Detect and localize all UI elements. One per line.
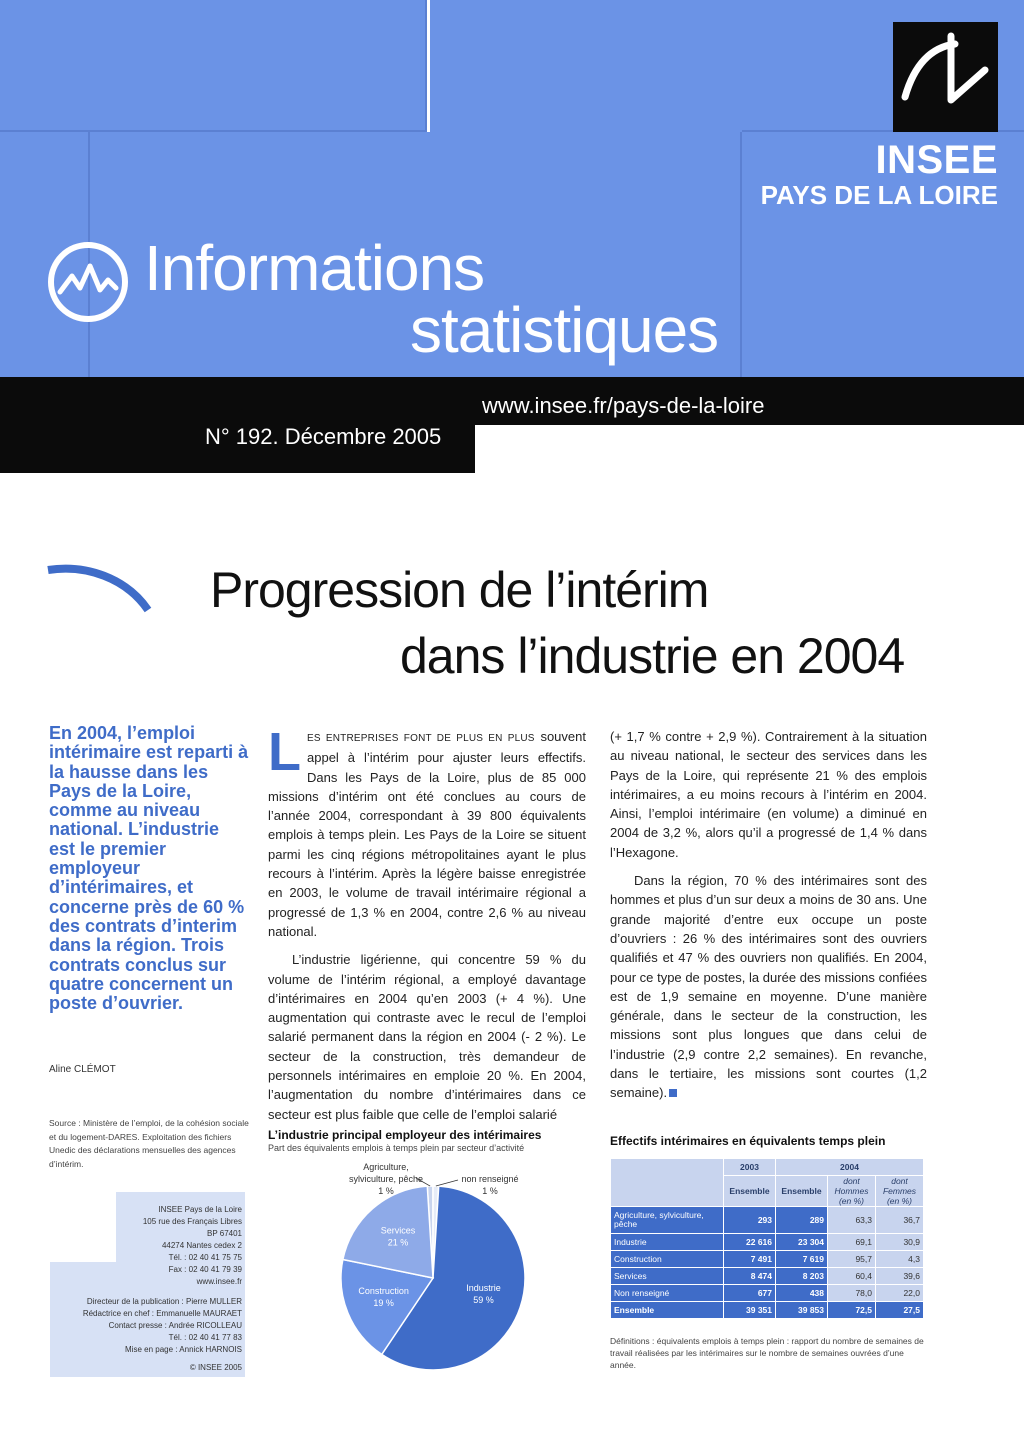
header-seam xyxy=(425,0,427,132)
table-cell: 22 616 xyxy=(724,1234,776,1251)
row-label: Ensemble xyxy=(611,1302,724,1319)
pie-label: 59 % xyxy=(473,1295,494,1306)
table-title: Effectifs intérimaires en équivalents temps plein xyxy=(610,1134,886,1148)
end-mark-icon xyxy=(669,1089,677,1097)
publication-title-line1: Informations xyxy=(144,232,485,304)
table-cell: 8 474 xyxy=(724,1268,776,1285)
dropcap: L xyxy=(268,722,301,782)
pie-label: Industrie xyxy=(466,1283,501,1294)
pie-label: Agriculture, xyxy=(363,1162,409,1172)
article-column xyxy=(610,727,927,1112)
table-cell: 27,5 xyxy=(876,1302,924,1319)
address-line: www.insee.fr xyxy=(196,1277,242,1286)
table-cell: 95,7 xyxy=(828,1251,876,1268)
table-cell: 8 203 xyxy=(776,1268,828,1285)
address-line: Fax : 02 40 41 79 39 xyxy=(168,1265,242,1274)
table-row xyxy=(611,1268,924,1285)
pie-label: 1 % xyxy=(378,1186,394,1196)
table-cell: 4,3 xyxy=(876,1251,924,1268)
table-corner xyxy=(611,1159,724,1207)
header-seam xyxy=(0,130,425,132)
table-cell: 23 304 xyxy=(776,1234,828,1251)
brand-name: INSEE xyxy=(875,138,998,182)
table-row xyxy=(611,1251,924,1268)
pie-label: sylviculture, pêche xyxy=(348,1174,424,1184)
header-block xyxy=(0,0,425,132)
row-label: Services xyxy=(611,1268,724,1285)
credit-line: Mise en page : Annick HARNOIS xyxy=(125,1345,242,1354)
data-table xyxy=(610,1158,924,1319)
table-cell: 39 853 xyxy=(776,1302,828,1319)
insee-logo-icon xyxy=(893,22,998,132)
address-line: BP 67401 xyxy=(207,1229,242,1238)
address-line: 105 rue des Français Libres xyxy=(142,1217,242,1226)
paragraph-text: souvent appel à l’intérim pour ajuster leurs effectifs. Dans les Pays de la Loire, plus de 85 000 missions d’intérim ont été conclues au cours de l’année 2004, correspondant à 39 800 équivalents emplois à temps plein. Les Pays de la Loire se situent parmi les cinq régions métropolitaines ayant le plus recours à l’intérim. Après la légère baisse enregistrée en 2003, le volume de travail intérimaire régional a progressé de 1,3 % en 2004, contre 2,6 % au niveau national. xyxy=(268,729,586,939)
article-title: Progression de l’intérim xyxy=(210,562,709,618)
pie-label: Construction xyxy=(358,1286,409,1297)
table-cell: 293 xyxy=(724,1207,776,1234)
pie-leader-line xyxy=(436,1180,458,1186)
region-name: PAYS DE LA LOIRE xyxy=(760,180,998,210)
paragraph-continued: (+ 1,7 % contre + 2,9 %). Contrairement à la situation au niveau national, le secteur des services dans les Pays de la Loire, qui représente 21 % des emplois intérimaires, a eu moins recours à l’intérim en 2004. Ainsi, l’emploi intérimaire (en volume) a diminué en 2004 de 3,2 %, alors qu’il a progressé de 1,4 % dans l’Hexagone. xyxy=(610,729,927,860)
pie-label: Services xyxy=(380,1225,416,1236)
pie-label: 19 % xyxy=(373,1298,394,1309)
pie-chart xyxy=(268,1158,588,1380)
column-header: dont Hommes (en %) xyxy=(828,1176,876,1207)
chart-subtitle: Part des équivalents emplois à temps plein par secteur d’activité xyxy=(268,1143,525,1153)
table-row xyxy=(611,1234,924,1251)
row-label: Construction xyxy=(611,1251,724,1268)
arc-icon xyxy=(46,556,156,620)
table-total-row xyxy=(611,1302,924,1319)
header-seam xyxy=(740,132,742,377)
credit-line: Directeur de la publication : Pierre MULLER xyxy=(86,1297,242,1306)
table-definitions: Définitions : équivalents emplois à temps plein : rapport du nombre de semaines de travail réalisées par les intérimaires sur le nombre de semaines ouvrées d’une année. xyxy=(610,1336,924,1370)
address-line: Tél. : 02 40 41 75 75 xyxy=(168,1253,242,1262)
table-cell: 7 619 xyxy=(776,1251,828,1268)
table-header-row xyxy=(611,1159,924,1176)
table-cell: 289 xyxy=(776,1207,828,1234)
chart-title: L’industrie principal employeur des intérimaires xyxy=(268,1128,542,1142)
source-note: Source : Ministère de l’emploi, de la cohésion sociale et du logement-DARES. Exploitation des fichiers Unedic des déclarations mensuelles des agences d’intérim. xyxy=(49,1118,249,1169)
wave-circle-icon xyxy=(46,240,130,324)
lead-summary: En 2004, l’emploi intérimaire est reparti à la hausse dans les Pays de la Loire, comme au niveau national. L’industrie est le premier employeur d’intérimaires, et concerne près de 60 % des contrats d’interim dans la région. Trois contrats conclus sur quatre concernent un poste d’ouvrier. xyxy=(49,723,249,1014)
column-header: dont Femmes (en %) xyxy=(876,1176,924,1207)
row-label: Agriculture, sylviculture, pêche xyxy=(611,1207,724,1234)
paragraph xyxy=(610,871,927,1103)
article-column xyxy=(268,722,586,1133)
paragraph: L’industrie ligérienne, qui concentre 59 % du volume de l’intérim régional, a employé davantage d’intérimaires en 2004 qu’en 2003 (+ 4 %). Une augmentation qui contraste avec le recul de l’emploi salarié permanent dans la région en 2004 (- 2 %). Le secteur de la construction, très demandeur de personnels intérimaires en emploie 20 %. En 2004, l’augmentation du nombre d’intérimaires dans ce secteur est plus faible que celle de l’emploi salarié xyxy=(268,952,586,1122)
column-header: Ensemble xyxy=(724,1176,776,1207)
pie-label: non renseigné xyxy=(461,1174,519,1184)
table-cell: 7 491 xyxy=(724,1251,776,1268)
table-cell: 30,9 xyxy=(876,1234,924,1251)
table-row xyxy=(611,1285,924,1302)
table-cell: 69,1 xyxy=(828,1234,876,1251)
table-cell: 677 xyxy=(724,1285,776,1302)
paragraph xyxy=(268,722,586,941)
table-cell: 39 351 xyxy=(724,1302,776,1319)
table-cell: 72,5 xyxy=(828,1302,876,1319)
table-cell: 438 xyxy=(776,1285,828,1302)
copyright: © INSEE 2005 xyxy=(189,1363,242,1372)
row-label: Industrie xyxy=(611,1234,724,1251)
row-label: Non renseigné xyxy=(611,1285,724,1302)
address-box-corner xyxy=(50,1192,116,1262)
address-line: INSEE Pays de la Loire xyxy=(158,1205,242,1214)
year-header: 2003 xyxy=(724,1159,776,1176)
masthead xyxy=(0,0,1024,480)
credit-line: Contact presse : Andrée RICOLLEAU xyxy=(108,1321,242,1330)
website-link[interactable]: www.insee.fr/pays-de-la-loire xyxy=(482,393,765,418)
year-header: 2004 xyxy=(776,1159,924,1176)
paragraph-text: Dans la région, 70 % des intérimaires sont des hommes et plus d’un sur deux a moins de 30 ans. Une grande majorité d’entre eux occupe un poste d’ouvriers : 26 % des intérimaires sont des ouvriers qualifiés et 47 % des ouvriers non qualifiés. En 2004, pour ce type de postes, la durée des missions confiées est de 1,9 semaine en moyenne. D’une manière générale, dans le secteur de la construction, les missions sont plus longues que dans celui de l’industrie (2,9 contre 2,2 semaines). En revanche, dans le tertiaire, les missions sont courtes (1,2 semaine). xyxy=(610,873,927,1101)
publication-title-line2: statistiques xyxy=(410,294,719,366)
table-cell: 60,4 xyxy=(828,1268,876,1285)
credit-line: Tél. : 02 40 41 77 83 xyxy=(168,1333,242,1342)
table-cell: 63,3 xyxy=(828,1207,876,1234)
article-title: dans l’industrie en 2004 xyxy=(400,628,905,684)
table-cell: 78,0 xyxy=(828,1285,876,1302)
table-row xyxy=(611,1207,924,1234)
credit-line: Rédactrice en chef : Emmanuelle MAURAET xyxy=(82,1309,242,1318)
table-cell: 22,0 xyxy=(876,1285,924,1302)
issue-number: N° 192. Décembre 2005 xyxy=(205,424,442,449)
table-cell: 36,7 xyxy=(876,1207,924,1234)
author: Aline CLÉMOT xyxy=(49,1064,116,1075)
pie-label: 21 % xyxy=(387,1237,409,1248)
table-cell: 39,6 xyxy=(876,1268,924,1285)
credits-block xyxy=(50,1296,245,1374)
column-header: Ensemble xyxy=(776,1176,828,1207)
paragraph-smallcaps: ES ENTREPRISES FONT DE PLUS EN PLUS xyxy=(307,733,535,744)
pie-label: 1 % xyxy=(482,1186,498,1196)
address-line: 44274 Nantes cedex 2 xyxy=(161,1241,242,1250)
